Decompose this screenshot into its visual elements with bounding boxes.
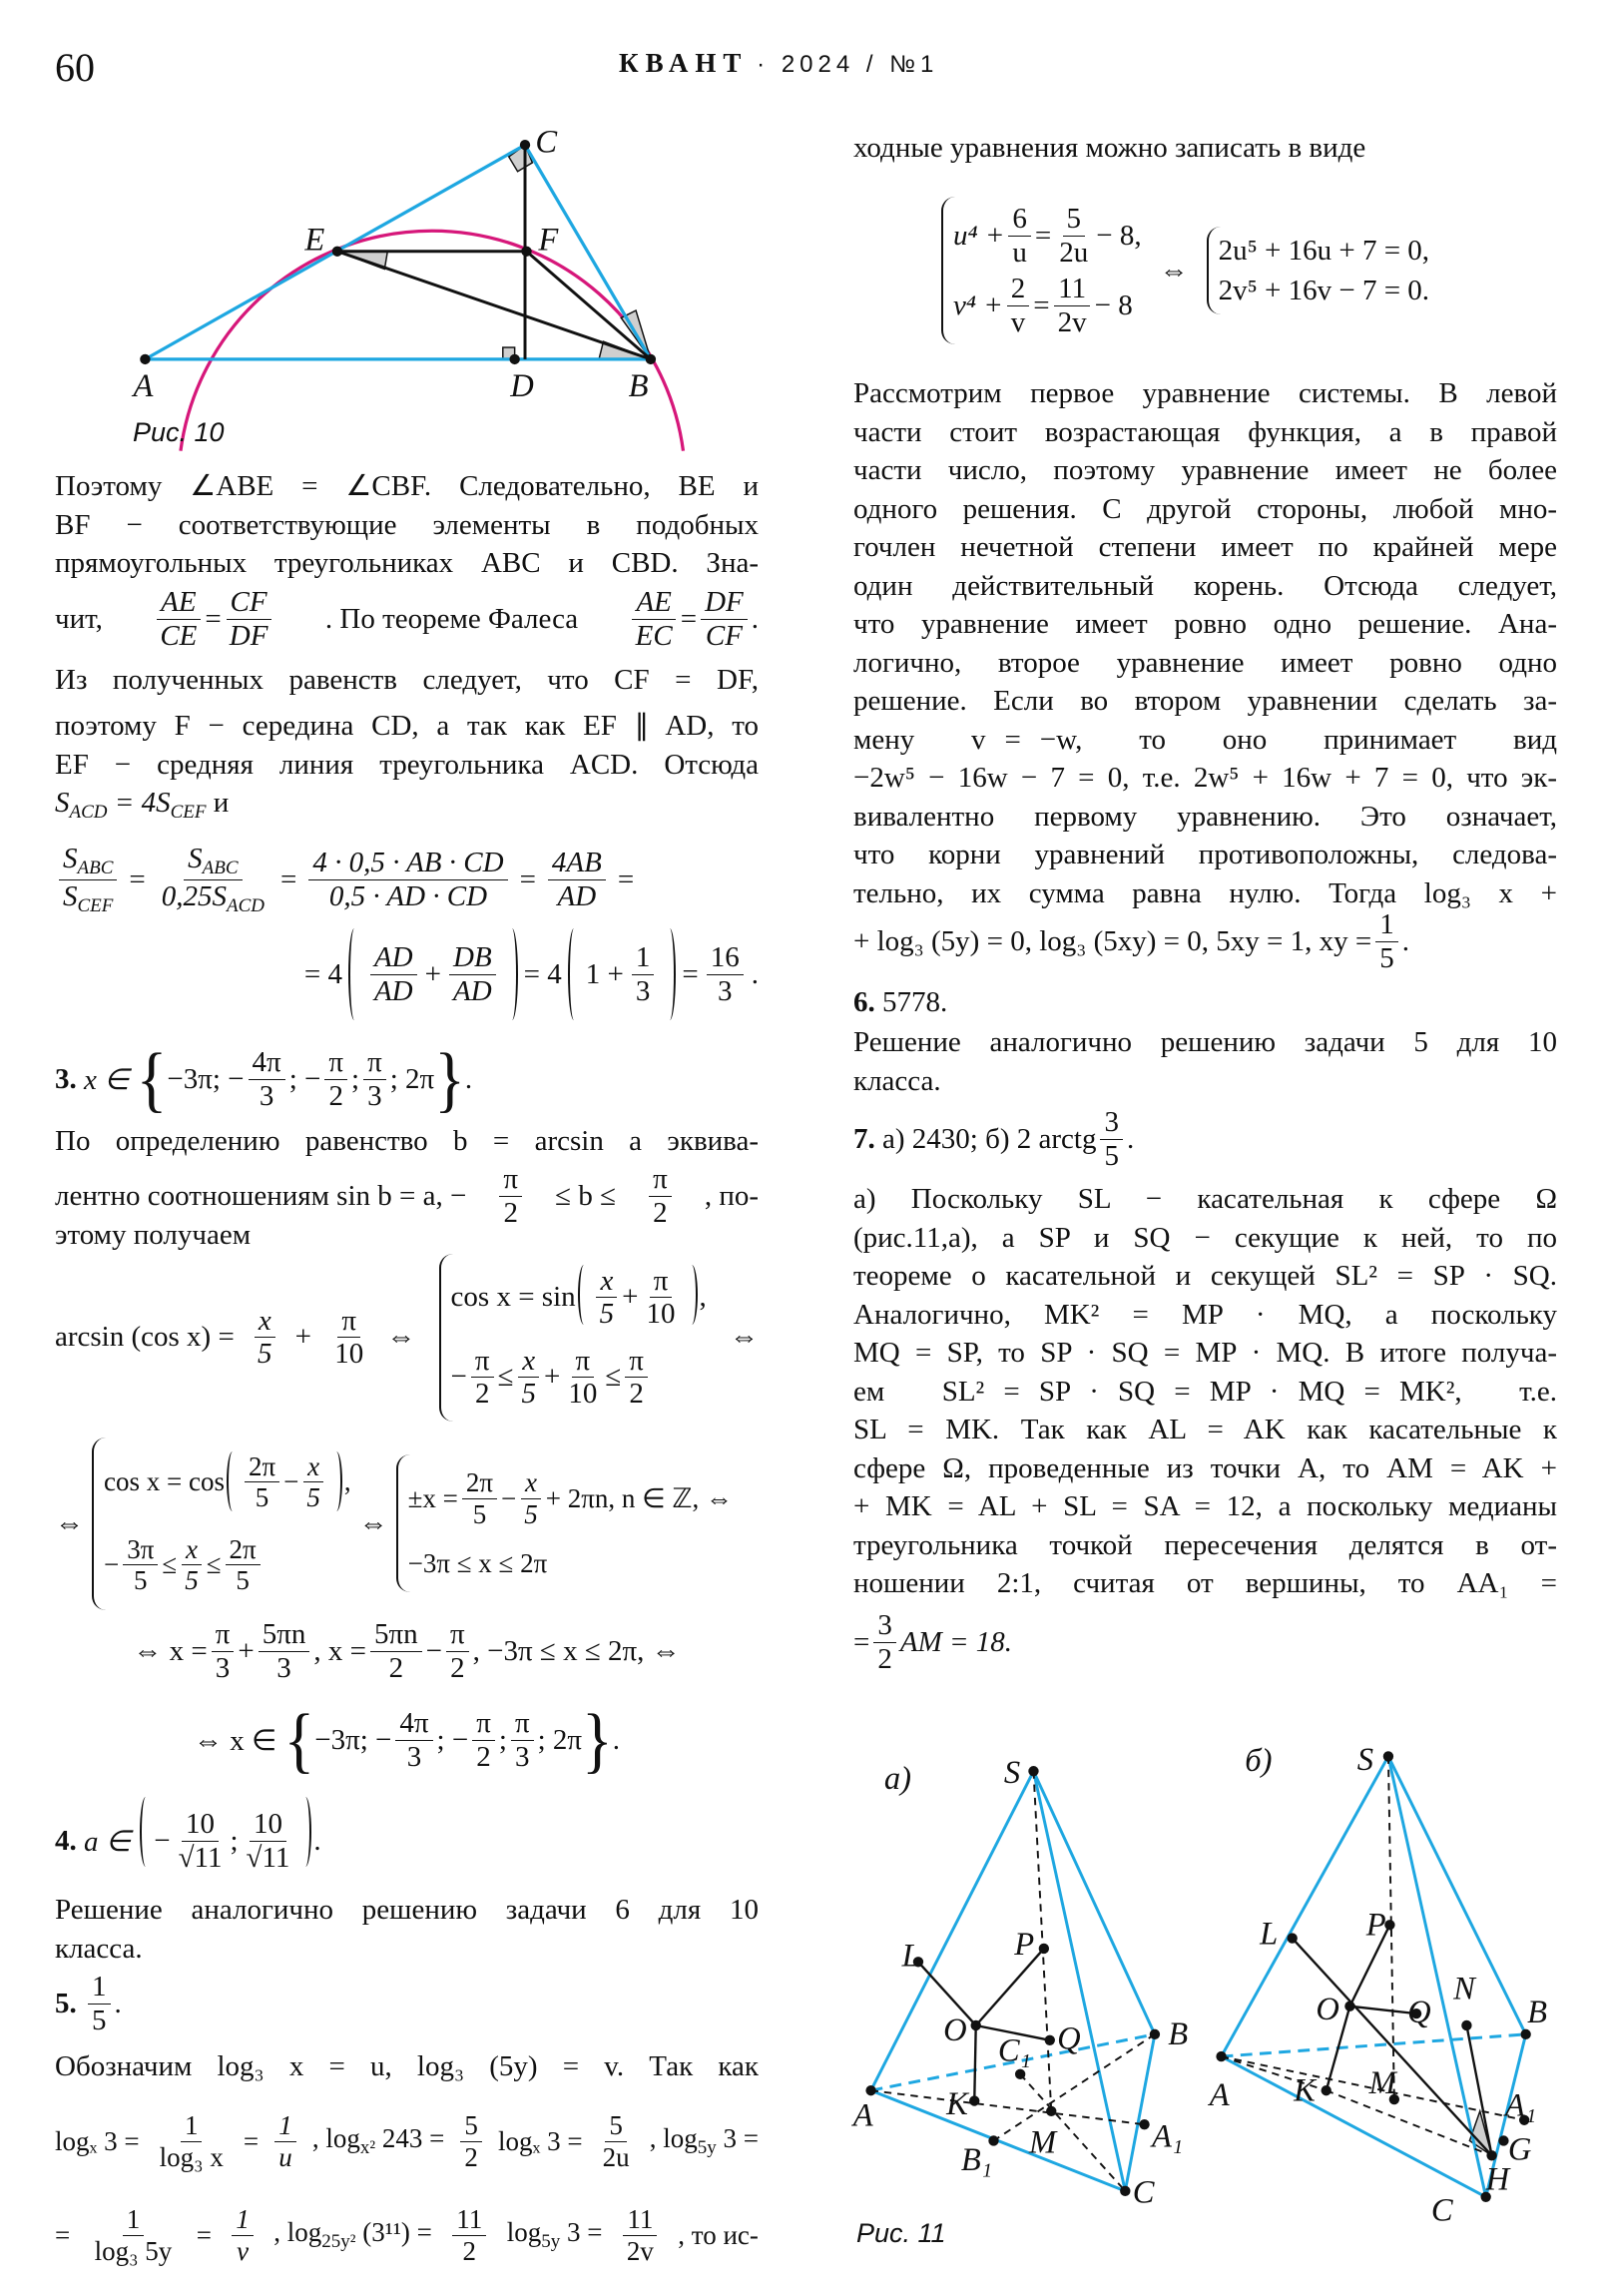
text-line: (рис.11,а), а SP и SQ − секущие к ней, то по [853,1221,1557,1254]
figure-11-caption: Рис. 11 [856,2218,946,2248]
formula-line: + log₃ (5y) = 0, log₃ (5xy) = 0, 5xy = 1, xy = $\frac{1}{5}$ . [853,908,1409,974]
segment-EB [337,252,651,359]
figure-10-caption: Рис. 10 [133,417,225,447]
label-H: H [1485,2161,1510,2198]
label-A1: A₁ [1151,2118,1184,2155]
text-line: −2w⁵ − 16w − 7 = 0, т.е. 2w⁵ + 16w + 7 = 0, что эк- [853,762,1557,794]
label-O: O [1316,1992,1339,2028]
circle-arc [181,231,684,450]
text-line: ем SL² = SP · SQ = MP · MQ = MK², т.е. [853,1375,1557,1408]
label-M: M [1368,2065,1396,2102]
label-D: D [510,367,534,404]
text-line: По определению равенство b = arcsin a эквива- [55,1125,759,1157]
label-G: G [1507,2131,1532,2168]
text-line: этому получаем [55,1219,252,1251]
label-F: F [538,222,559,259]
figure-10 [132,125,684,451]
label-P: P [1014,1926,1035,1963]
text-line: Решение аналогично решению задачи 5 для 10 [853,1026,1557,1058]
text-line: ношении 2:1, считая от вершины, то AA₁ = [853,1567,1557,1599]
text-line: Рассмотрим первое уравнение системы. В левой [853,377,1557,409]
fraction: $\frac{DF}{CF}$ [701,586,748,652]
label-A: A [133,367,154,404]
formula-line: лентно соотношениям sin b = a, − $\frac{\pi}{2}$ ≤ b ≤ $\frac{\pi}{2}$ , по- [55,1163,759,1229]
answer-6: 6. 5778. [853,986,948,1018]
text-line: ходные уравнения можно записать в виде [853,132,1366,164]
segment-FB [526,252,650,359]
area-ratio-formula-continued: = 4 $\frac{AD}{AD}$ + $\frac{DB}{AD}$ = 4 1 + $\frac{1}{3}$ = $\frac{16}{3}$ . [55,928,759,1020]
label-N: N [1453,1971,1475,2008]
label-P: P [1365,1907,1386,1944]
label-Q: Q [1057,2020,1081,2057]
text-line: класса. [853,1065,941,1097]
text-line: логично, второе уравнение имеет ровно одно [853,646,1557,679]
answer-3: 3. x ∈ { −3π; − $\frac{4\pi}{3}$ ; − $\frac{\pi}{2}$ ; $\frac{\pi}{3}$ ; 2π } . [55,1037,473,1120]
figure-11b [1208,1742,1547,2229]
final-answer-3: ⇔ x ∈ { −3π; − $\frac{4\pi}{3}$ ; − $\frac{\pi}{2}$ ; $\frac{\pi}{3}$ ; 2π } . [193,1698,621,1781]
system-2: ⇔ cos x = cos $\frac{2\pi}{5}$ − $\frac{x}{5}$ , − $\frac{3\pi}{5}$ ≤ $\frac{x}{5}$ ≤ $\frac{2\pi}{5}$ ⇔ ±x = $\frac{2\pi}{5}$ − $\frac{x}{5}$ + 2πn, n ∈ ℤ, ⇔ −3π ≤ x ≤ 2π [55,1434,759,1613]
answer-5: 5. $\frac{1}{5}$ . [55,1971,122,2036]
text-line: BF − соответствующие элементы в подобных [55,509,759,541]
text: . По теореме Фалеса [324,602,579,635]
text-line: одного решения. С другой стороны, любой мно- [853,492,1557,525]
text-line: что корни уравнений противоположны, следова- [853,839,1557,870]
area-ratio-formula: $\frac{S_{ABC}}{S_{CEF}}$ = $\frac{S_{ABC}}{0,25S_{ACD}}$ = $\frac{4 \cdot 0,5 \cdot AB \cdot CD}{0,5 \cdot AD \cdot CD}$ = $\frac{4AB}{AD}$ = [55,835,759,924]
subfig-b-label: б) [1245,1743,1273,1780]
text-line: + MK = AL + SL = SA = 12, а поскольку медианы [853,1490,1557,1522]
fraction: $\frac{AE}{EC}$ [632,586,677,652]
issue-number: · 2024 / №1 [757,51,939,78]
text-line: решение. Если во втором уравнении сделать за- [853,685,1557,717]
journal-title: КВАНТ [619,48,749,78]
text-line: треугольника точкой пересечения делятся в от- [853,1528,1557,1561]
answer-4: 4. a ∈ − $\frac{10}{√11}$ ; $\frac{10}{√11}$ . [55,1797,759,1885]
label-M: M [1029,2124,1057,2161]
text-line: прямоугольных треугольниках ABC и CBD. Зна- [55,547,759,579]
text-line: MQ = SP, то SP · SQ = MP · MQ. В итоге получа- [853,1337,1557,1369]
text-line: тельно, их сумма равна нулю. Тогда log₃ x + [853,876,1557,909]
formula-line: = $\frac{3}{2}$ AM = 18. [853,1609,1013,1675]
subfig-a-label: а) [883,1761,912,1798]
text-line: части стоит возрастающая функция, а в правой [853,415,1557,448]
label-B: B [1527,1995,1548,2031]
text-line: части число, поэтому уравнение имеет не более [853,454,1557,486]
text-line: гочлен нечетной степени имеет по крайней мере [853,531,1557,563]
label-A: A [1209,2076,1230,2113]
problem-number: 6. [853,986,875,1018]
label-Q: Q [1407,1995,1431,2031]
label-B: B [628,367,649,404]
label-A: A [852,2097,873,2134]
problem-number: 3. [55,1062,77,1095]
log-formula-1: logₓ 3 = $\frac{1}{\text{log₃ x}}$ = $\frac{1}{u}$ , $\log_{x^2} 243$ = $\frac{5}{2}$ logₓ 3 = $\frac{5}{2u}$ , $\log_{5y} 3$ = [55,2110,759,2172]
label-S: S [1003,1755,1021,1792]
label-B: B [1168,2016,1189,2053]
label-K: K [1294,2072,1316,2109]
text-line: Поэтому ∠ABE = ∠CBF. Следовательно, BE и [55,470,759,502]
text-line: что уравнение имеет ровно одно решение. Ана- [853,608,1557,640]
text-line: мену v = −w, то оно принимает вид [853,723,1557,756]
system-3: u⁴ + $\frac{6}{u}$ = $\frac{5}{2u}$ − 8, v⁴ + $\frac{2}{v}$ = $\frac{11}{2v}$ − 8 ⇔ 2u⁵ + 16u + 7 = 0, 2v⁵ + 16v − 7 = 0. [853,196,1557,345]
answer-7: 7. а) 2430; б) 2 arctg $\frac{3}{5}$ . [853,1106,1135,1172]
label-B1: B₁ [960,2142,993,2179]
problem-number: 5. [55,1987,77,2019]
text-line: а) Поскольку SL − касательная к сфере Ω [853,1183,1557,1215]
text-line: поэтому F − середина CD, а так как EF ∥ AD, то [55,710,759,742]
fraction: $\frac{AE}{CE}$ [156,586,201,652]
label-C1: C₁ [997,2032,1031,2069]
text-line: сфере Ω, проведенные из точки A, то AM = AK + [853,1451,1557,1484]
text: чит, [55,602,103,635]
text-line: теореме о касательной и секущей SL² = SP · SQ. [853,1260,1557,1292]
text-line: Обозначим log₃ x = u, log₃ (5y) = v. Так как [55,2050,759,2082]
problem-number: 7. [853,1122,875,1155]
label-C: C [1132,2174,1155,2211]
log-formula-2: = $\frac{1}{\text{log₃ 5y}}$ = $\frac{1}{v}$ , $\log_{25y^2} (3^{11})$ = $\frac{11}{2}$ $\log_{5y} 3$ = $\frac{11}{2v}$ , то ис- [55,2204,759,2266]
label-A1: A₁ [1504,2087,1537,2124]
label-O: O [943,2011,967,2048]
label-C: C [535,124,558,161]
fraction: $\frac{CF}{DF}$ [226,586,272,652]
label-S: S [1356,1741,1374,1778]
label-K: K [946,2085,968,2122]
text-line: Из полученных равенств следует, что CF = DF, [55,664,759,696]
formula-line: чит, $\frac{AE}{CE}$ = $\frac{CF}{DF}$ . По теореме Фалеса $\frac{AE}{EC}$ = $\frac{DF}{CF}$ . [55,586,759,652]
text-line: класса. [55,1933,143,1965]
figure-11a [851,1755,1188,2211]
text-line: Аналогично, MK² = MP · MQ, а поскольку [853,1298,1557,1331]
solution-line: ⇔ x = $\frac{\pi}{3}$ + $\frac{5\pi n}{3}$ , x = $\frac{5\pi n}{2}$ − $\frac{\pi}{2}$ , −3π ≤ x ≤ 2π, ⇔ [133,1618,681,1684]
text-line: один действительный корень. Отсюда следует, [853,569,1557,602]
label-E: E [304,222,325,259]
label-C: C [1430,2192,1453,2229]
label-L: L [1260,1916,1279,1953]
text-line: EF − средняя линия треугольника ACD. Отсюда [55,749,759,781]
problem-number: 4. [55,1824,77,1857]
text-line: $S_{ACD} = 4S_{CEF}$ и [55,787,230,823]
text-line: SL = MK. Так как AL = AK как касательные к [853,1414,1557,1445]
page-number: 60 [55,45,95,90]
system-1: arcsin (cos x) = $\frac{x}{5}$ + $\frac{\pi}{10}$ ⇔ cos x = sin $\frac{x}{5}$ + $\frac{\pi}{10}$ , − $\frac{\pi}{2}$ ≤ $\frac{x}{5}$ + $\frac{\pi}{10}$ ≤ $\frac{\pi}{2}$ ⇔ [55,1250,759,1425]
label-L: L [901,1938,920,1975]
text-line: вивалентно первому уравнению. Это означает, [853,800,1557,833]
text-line: Решение аналогично решению задачи 6 для 10 [55,1894,759,1926]
